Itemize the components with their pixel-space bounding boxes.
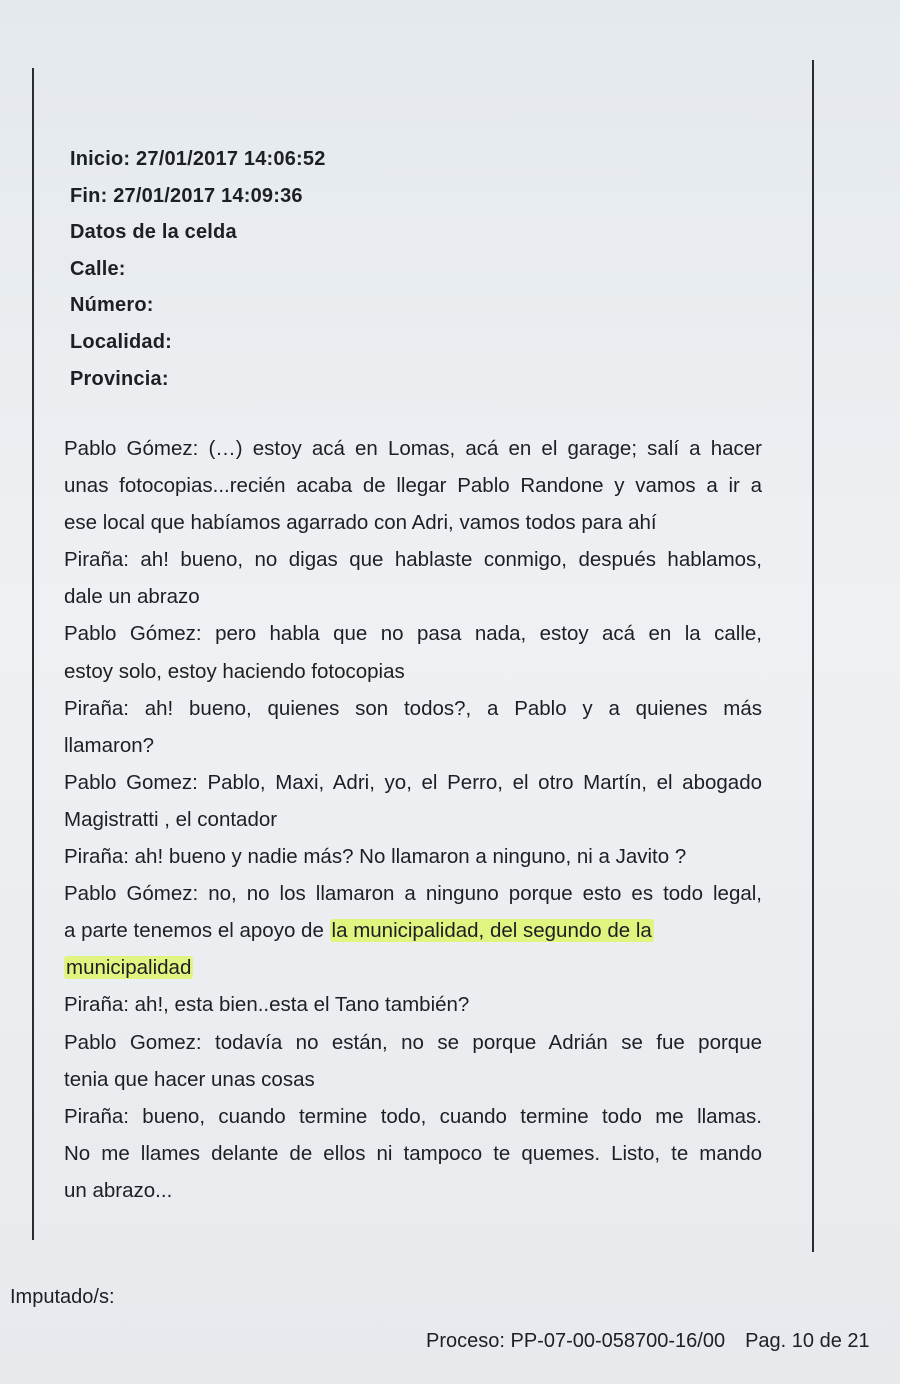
transcript-line: Magistratti , el contador <box>64 807 278 831</box>
defendants-label: Imputado/s: <box>10 1286 115 1308</box>
transcript-line: No me llames delante de ellos ni tampoco te quemes. Listo, te mando <box>64 1141 762 1165</box>
highlighted-text: municipalidad <box>66 956 192 980</box>
street-label: Calle: <box>70 257 126 280</box>
right-margin-rule <box>812 60 814 1252</box>
transcript-line <box>64 912 762 949</box>
transcript-line: Piraña: ah!, esta bien..esta el Tano también? <box>64 993 470 1017</box>
transcript-line: Piraña: bueno, cuando termine todo, cuando termine todo me llamas. <box>64 1104 762 1128</box>
call-metadata <box>70 141 770 397</box>
transcript-line: unas fotocopias...recién acaba de llegar Pablo Randone y vamos a ir a <box>64 474 762 498</box>
transcript-line: Pablo Gómez: pero habla que no pasa nada, estoy acá en la calle, <box>64 622 762 646</box>
page-number: Pag. 10 de 21 <box>745 1330 870 1352</box>
transcript-line: ese local que habíamos agarrado con Adri, vamos todos para ahí <box>64 511 657 535</box>
left-margin-rule <box>32 68 34 1240</box>
transcript-line: estoy solo, estoy haciendo fotocopias <box>64 659 405 683</box>
start-time: Inicio: 27/01/2017 14:06:52 <box>70 148 326 170</box>
transcript-line: Piraña: ah! bueno, no digas que hablaste conmigo, después hablamos, <box>64 548 762 572</box>
transcript-line: llamaron? <box>64 733 155 757</box>
call-transcript <box>64 430 762 1209</box>
transcript-line: Pablo Gomez: todavía no están, no se porque Adrián se fue porque <box>64 1030 762 1054</box>
transcript-line: Pablo Gómez: (…) estoy acá en Lomas, acá en el garage; salí a hacer <box>64 437 762 460</box>
transcript-line <box>64 949 762 986</box>
number-label: Número: <box>70 294 154 317</box>
province-label: Provincia: <box>70 367 169 390</box>
transcript-line: Piraña: ah! bueno, quienes son todos?, a Pablo y a quienes más <box>64 696 762 720</box>
transcript-line: un abrazo... <box>64 1178 173 1202</box>
transcript-line: Pablo Gomez: Pablo, Maxi, Adri, yo, el Perro, el otro Martín, el abogado <box>64 770 762 794</box>
page-footer <box>426 1330 870 1353</box>
end-time: Fin: 27/01/2017 14:09:36 <box>70 184 303 207</box>
case-number: Proceso: PP-07-00-058700-16/00 <box>426 1330 726 1352</box>
transcript-line: Piraña: ah! bueno y nadie más? No llamaron a ninguno, ni a Javito ? <box>64 845 687 869</box>
transcript-segment: a parte tenemos el apoyo de <box>64 919 330 943</box>
cell-data-heading: Datos de la celda <box>70 221 237 244</box>
transcript-line: tenia que hacer unas cosas <box>64 1067 315 1091</box>
locality-label: Localidad: <box>70 330 173 353</box>
highlighted-text: la municipalidad, del segundo de la <box>331 919 652 943</box>
transcript-line: dale un abrazo <box>64 585 200 609</box>
transcript-line: Pablo Gómez: no, no los llamaron a ninguno porque esto es todo legal, <box>64 882 762 906</box>
